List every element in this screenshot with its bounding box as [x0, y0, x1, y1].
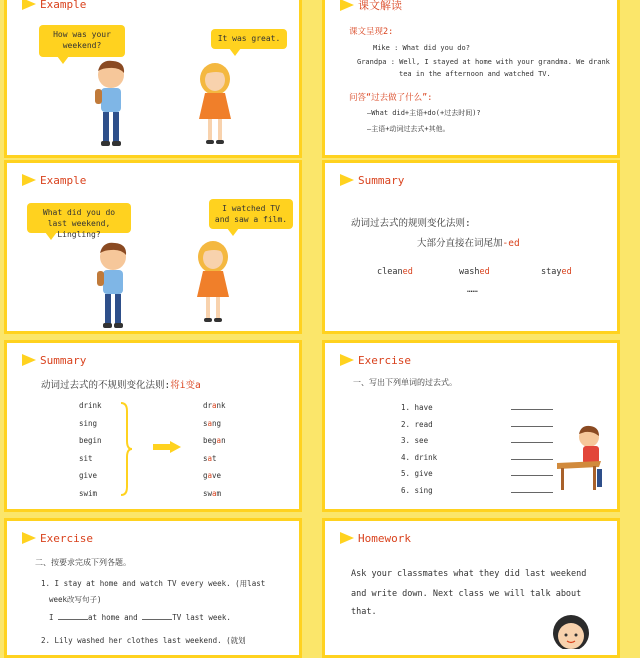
play-arrow-icon: [339, 531, 355, 545]
base-word: begin: [79, 436, 102, 445]
homework-line-2: and write down. Next class we will talk about: [351, 589, 582, 599]
section-heading: 课文呈现2:: [349, 27, 394, 37]
slide-tag: Summary: [339, 173, 404, 187]
base-word: give: [79, 471, 98, 480]
example-word-washed: washed: [459, 267, 490, 277]
play-arrow-icon: [21, 353, 37, 367]
question-1-cont: week改写句子): [49, 595, 102, 604]
example-word-stayed: stayed: [541, 267, 572, 277]
speech-bubble-boy: How was your weekend?: [39, 25, 125, 57]
homework-line-1: Ask your classmates what they did last weekend: [351, 569, 587, 579]
question-2: 2. Lily washed her clothes last weekend. (就划: [41, 636, 246, 645]
answer-blank[interactable]: [511, 459, 553, 460]
dialog-line-grandpa-cont: tea in the afternoon and watched TV.: [399, 70, 551, 78]
arrow-right-icon: [153, 441, 181, 453]
ellipsis: ……: [467, 285, 478, 295]
slide-exercise-1: [322, 340, 620, 512]
base-word: drink: [79, 401, 102, 410]
speech-bubble-boy: What did you do last weekend, Lingling?: [27, 203, 131, 233]
slide-tag: Example: [21, 0, 86, 11]
play-arrow-icon: [21, 173, 37, 187]
play-arrow-icon: [21, 0, 37, 11]
student-at-desk-illustration: [553, 421, 613, 497]
pattern-line-1: —What did+主语+do(+过去时间)?: [367, 109, 481, 117]
slide-tag: Exercise: [21, 531, 93, 545]
slide-tag: Exercise: [339, 353, 411, 367]
dialog-line-mike: Mike : What did you do?: [373, 44, 470, 52]
dialog-line-grandpa: Grandpa : Well, I stayed at home with your grandma. We drank: [357, 58, 610, 66]
base-word: swim: [79, 488, 98, 498]
rule-text: 动词过去式的不规则变化法则:将i变a: [41, 380, 201, 391]
past-word: sat: [203, 453, 217, 463]
exercise-item: 6. sing: [401, 486, 433, 495]
past-word: swam: [203, 488, 222, 498]
boy-illustration: [91, 241, 135, 331]
answer-blank[interactable]: [511, 475, 553, 476]
girl-face-illustration: [549, 609, 593, 649]
question-heading: 问答“过去做了什么”:: [349, 93, 433, 103]
play-arrow-icon: [339, 173, 355, 187]
slide-summary-irregular: [4, 340, 302, 512]
slide-example-2: [4, 160, 302, 334]
answer-blank[interactable]: [511, 442, 553, 443]
slide-tag: 课文解读: [339, 0, 402, 13]
question-1: 1. I stay at home and watch TV every week. (用last: [41, 579, 266, 588]
exercise-item: 1. have: [401, 403, 433, 412]
exercise-heading: 一、写出下列单词的过去式。: [353, 378, 457, 387]
past-word: drank: [203, 401, 226, 410]
example-word-cleaned: cleaned: [377, 267, 413, 277]
slide-exercise-2: [4, 518, 302, 658]
slide-homework: [322, 518, 620, 658]
base-word: sit: [79, 453, 93, 463]
play-arrow-icon: [21, 531, 37, 545]
girl-illustration: [193, 61, 237, 147]
past-word: began: [203, 436, 226, 445]
rule-text: 动词过去式的规则变化法则:: [351, 218, 471, 229]
exercise-item: 5. give: [401, 469, 433, 478]
slide-tag: Summary: [21, 353, 86, 367]
past-word: sang: [203, 418, 222, 428]
play-arrow-icon: [339, 353, 355, 367]
answer-blank[interactable]: [511, 426, 553, 427]
speech-bubble-girl: It was great.: [211, 29, 287, 49]
base-word: sing: [79, 418, 98, 428]
pattern-line-2: —主语+动词过去式+其他。: [367, 125, 450, 133]
slide-text-reading: [322, 0, 620, 158]
past-word: gave: [203, 471, 222, 480]
exercise-heading: 二、按要求完成下列各题。: [35, 558, 131, 567]
answer-blank[interactable]: [511, 409, 553, 410]
question-1-answer: I at home and TV last week.: [49, 613, 231, 622]
answer-blank[interactable]: [511, 492, 553, 493]
homework-line-3: that.: [351, 607, 377, 617]
slide-summary-regular: [322, 160, 620, 334]
exercise-item: 3. see: [401, 436, 428, 445]
play-arrow-icon: [339, 0, 355, 12]
slide-example-1: [4, 0, 302, 158]
bracket-icon: [119, 401, 133, 497]
slide-tag: Homework: [339, 531, 411, 545]
exercise-item: 4. drink: [401, 453, 437, 462]
girl-illustration: [191, 239, 235, 325]
slide-tag: Example: [21, 173, 86, 187]
exercise-item: 2. read: [401, 420, 433, 429]
boy-illustration: [89, 59, 133, 149]
speech-bubble-girl: I watched TV and saw a film.: [209, 199, 293, 229]
rule-main: 大部分直接在词尾加-ed: [417, 238, 520, 249]
